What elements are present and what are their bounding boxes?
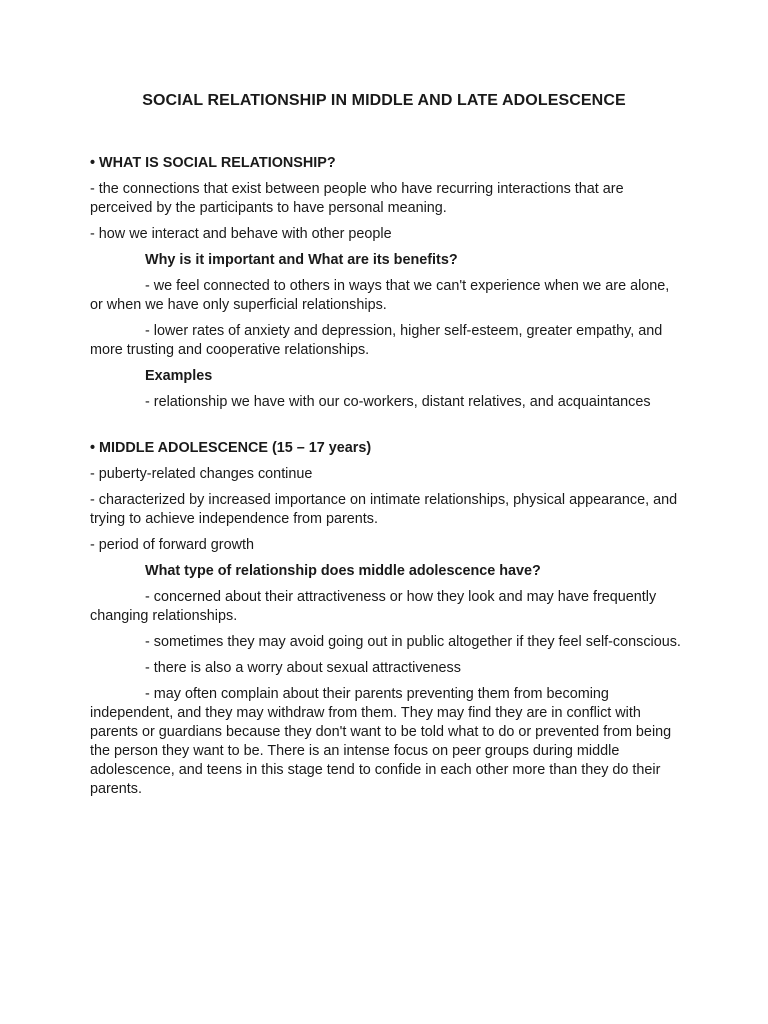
document-title: SOCIAL RELATIONSHIP IN MIDDLE AND LATE ADOLESCENCE [142, 92, 626, 109]
interaction-paragraph: - how we interact and behave with other people [90, 226, 392, 242]
independence-paragraph: - may often complain about their parents preventing them from becoming independent, and they may withdraw from them. They may find they are in conflict with parents or guardians because they don't want to be told what to do or prevented from being the person they want to be. There is an intense focus on peer groups during middle adolescence, and teens in this stage tend to confide in each other more than they do their parents. [90, 686, 672, 797]
section-heading-middle-adolescence: • MIDDLE ADOLESCENCE (15 – 17 years) [90, 440, 372, 456]
puberty-paragraph: - puberty-related changes continue [90, 466, 313, 482]
benefit-paragraph-connection: - we feel connected to others in ways that we can't experience when we are alone, or when we have only superficial relationships. [90, 278, 670, 313]
examples-paragraph: - relationship we have with our co-workers, distant relatives, and acquaintances [145, 394, 651, 410]
subheading-benefits: Why is it important and What are its benefits? [145, 252, 458, 268]
section-heading-social-relationship: • WHAT IS SOCIAL RELATIONSHIP? [90, 155, 336, 171]
benefit-paragraph-wellbeing: - lower rates of anxiety and depression, higher self-esteem, greater empathy, and more trusting and cooperative relationships. [90, 323, 663, 358]
self-conscious-paragraph: - sometimes they may avoid going out in public altogether if they feel self-conscious. [145, 634, 681, 650]
attractiveness-paragraph: - concerned about their attractiveness or how they look and may have frequently changing relationships. [90, 589, 657, 624]
document-body [90, 154, 682, 806]
subheading-examples: Examples [145, 368, 213, 384]
definition-paragraph: - the connections that exist between people who have recurring interactions that are perceived by the participants to have personal meaning. [90, 181, 624, 216]
subheading-relationship-type: What type of relationship does middle adolescence have? [145, 563, 541, 579]
characteristics-paragraph: - characterized by increased importance on intimate relationships, physical appearance, and trying to achieve independence from parents. [90, 492, 678, 527]
growth-paragraph: - period of forward growth [90, 537, 254, 553]
sexual-attractiveness-paragraph: - there is also a worry about sexual attractiveness [145, 660, 461, 676]
